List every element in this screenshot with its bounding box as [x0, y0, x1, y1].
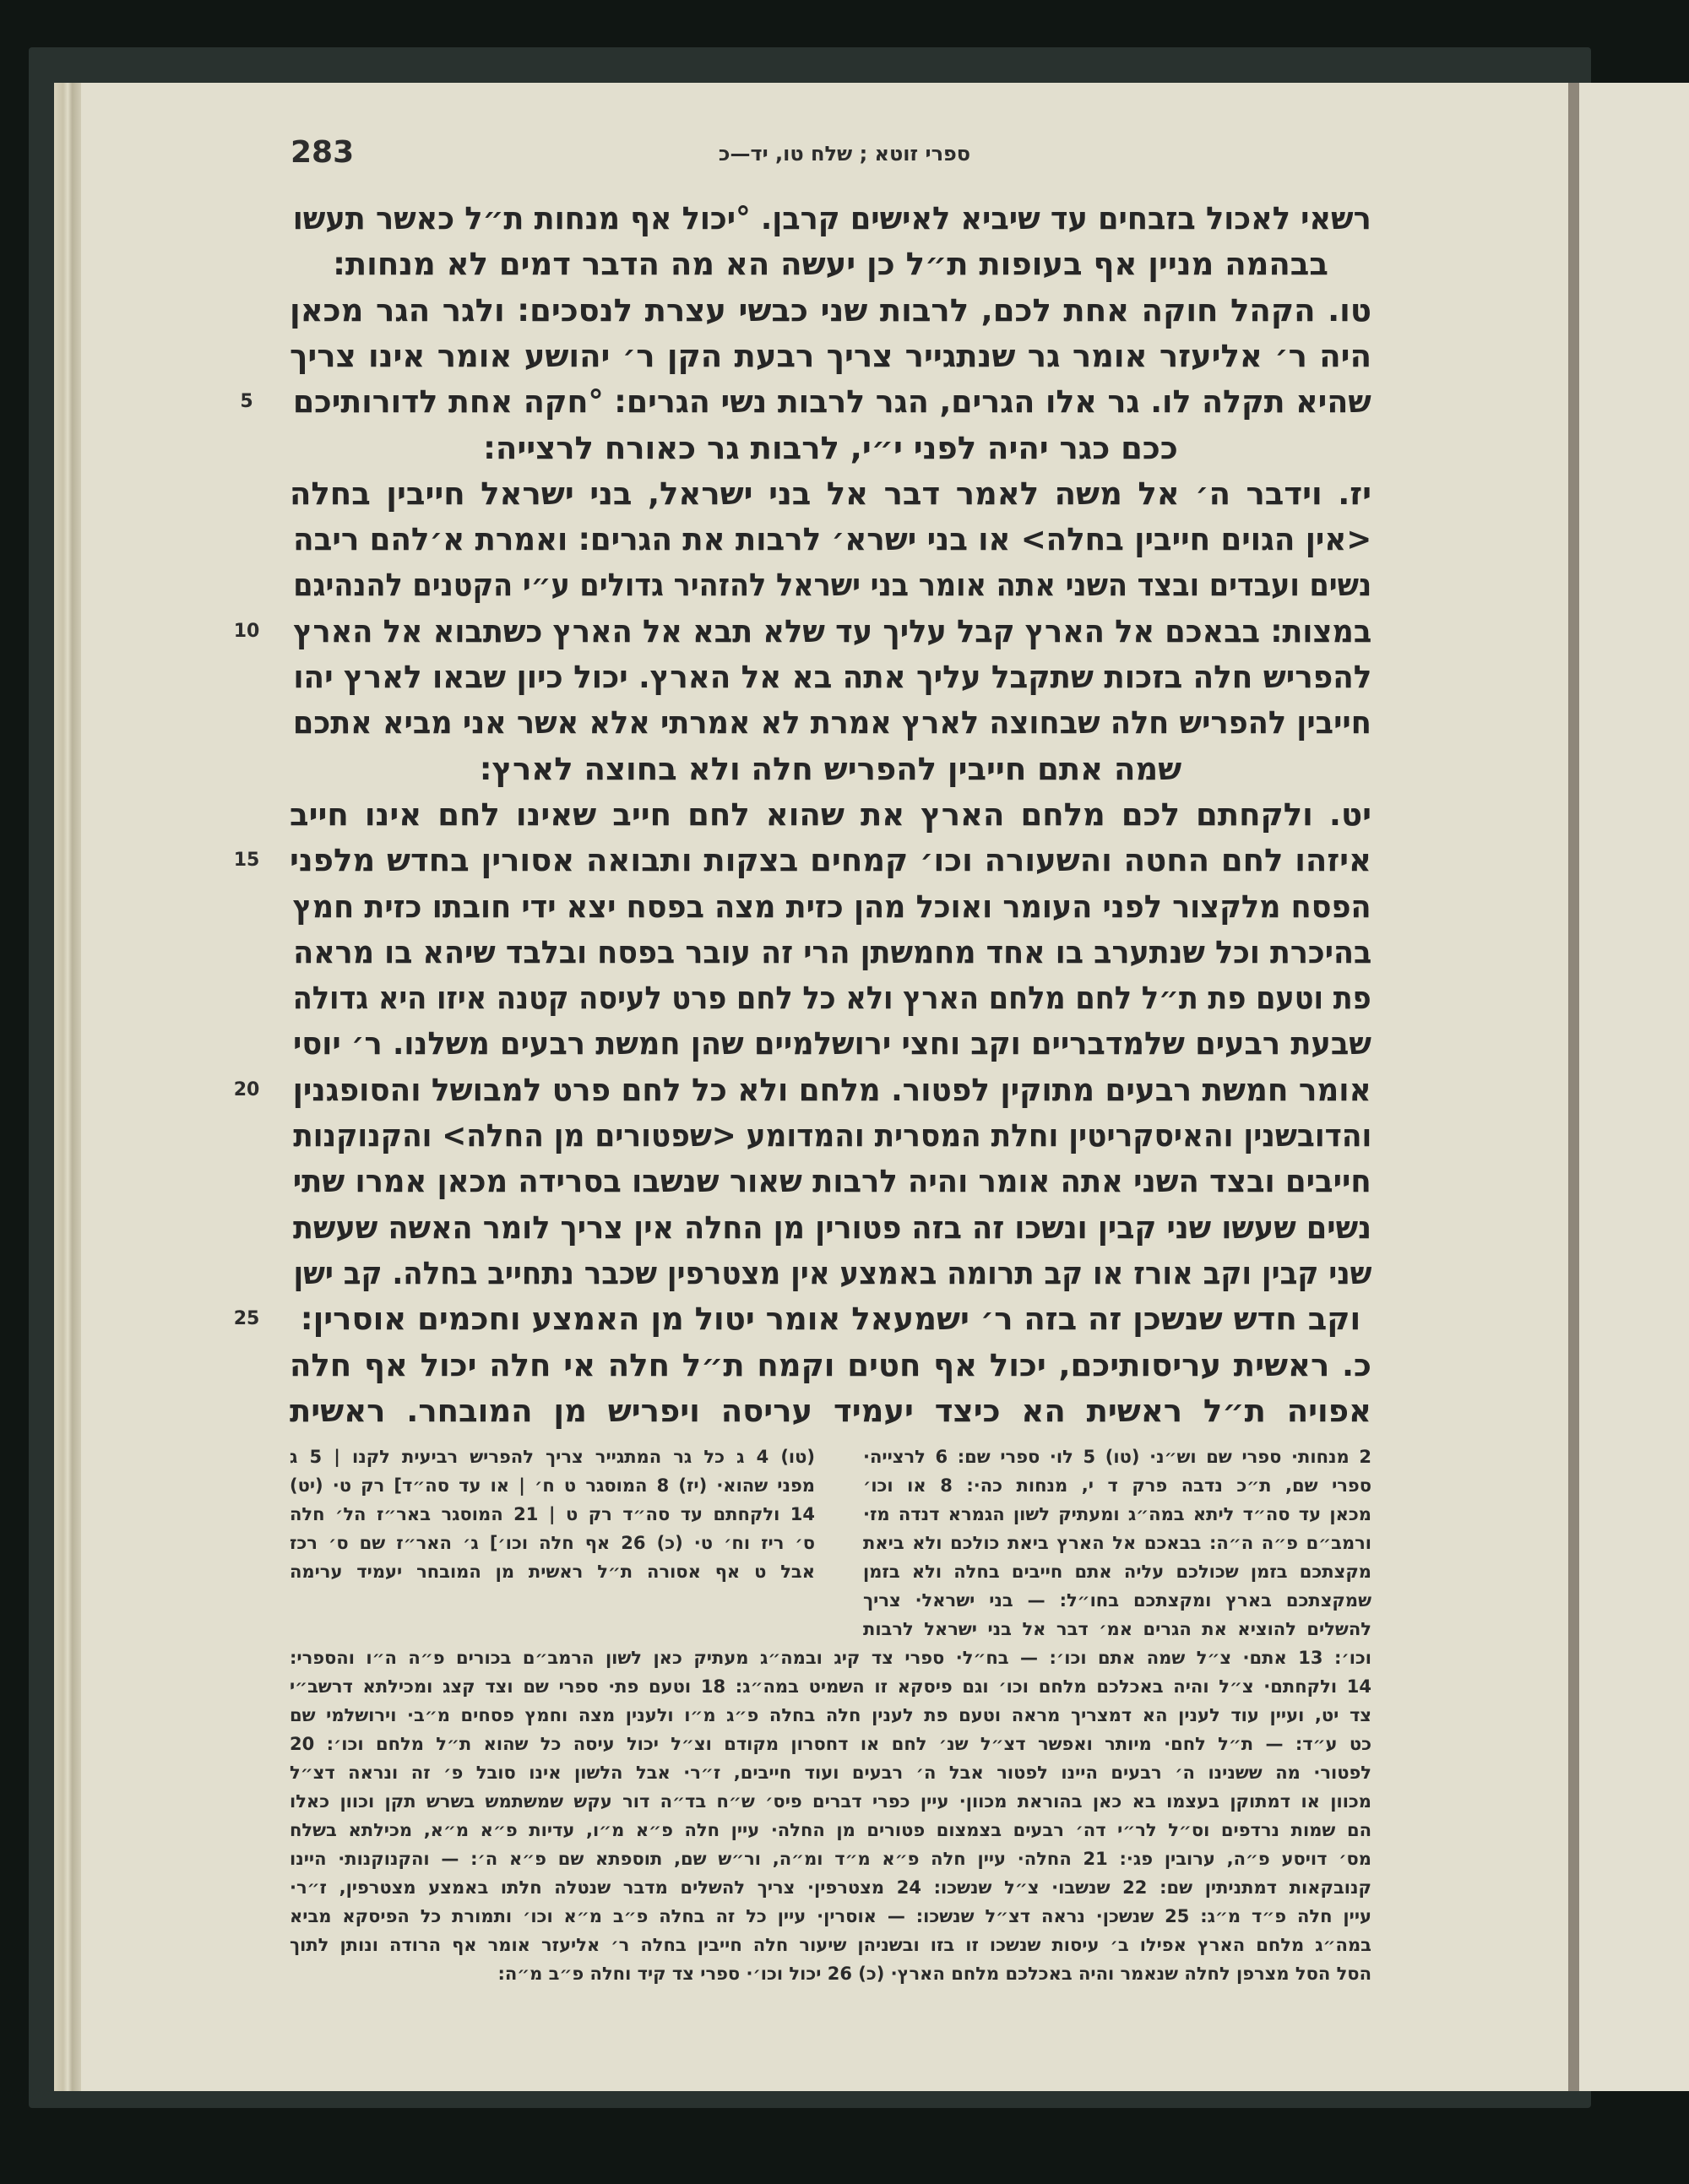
page-gutter	[1568, 83, 1579, 2091]
main-text-line: להפריש חלה בזכות שתקבל עליך אתה בא אל הארץ. יכול כיון שבאו לארץ יהו	[293, 659, 1372, 695]
main-text-line: פת וטעם פת ת״ל לחם מלחם הארץ ולא כל לחם פרט לעיסה קטנה איזו היא גדולה	[293, 980, 1371, 1017]
footnote-right-line: 2 מנחות· ספרי שם וש״נ· (טו) 5 לו· ספרי שם: 6 לרצייה·	[863, 1447, 1371, 1467]
main-text-line: היה ר׳ אליעזר אומר גר שנתגייר צריך רבעת הקן ר׳ יהושע אומר אינו צריך	[290, 337, 1371, 374]
line-number: 15	[233, 850, 260, 872]
footnote-left-line: (טו) 4 ג כל גר המתגייר צריך להפריש רביעית לקנו | 5 ג	[290, 1447, 815, 1467]
main-text-line: אומר חמשת רבעים מתוקין לפטור. מלחם ולא כל לחם פרט למבושל והסופגנין	[293, 1071, 1372, 1108]
page-number: 283	[291, 135, 355, 170]
line-number: 5	[240, 391, 253, 413]
main-text-line: <אין הגוים חייבין בחלה> או בני ישרא׳ לרבות את הגרים: ואמרת א׳להם ריבה	[293, 521, 1372, 558]
footnote-left-line: 14 ולקחתם עד סה״ד רק ט | 21 המוסגר באר״ז הל׳ חלה	[290, 1504, 815, 1524]
main-text-line: נשים ועבדים ובצד השני אתה אומר בני ישראל להזהיר גדולים ע״י הקטנים להנהיגם	[292, 567, 1371, 604]
footnote-line: צד יט, ועיין עוד לענין הא דמצריך מראה וטעם פת לענין חלה בחלה פ״ג מ״ו ולענין מצה וחמץ פסחים מ״ב· וירושלמי שם	[290, 1705, 1371, 1725]
footnote-right-line: מכאן עד סה״ד ליתא במה״ג ומעתיק לשון הגמרא דנדה מז·	[863, 1504, 1371, 1524]
footnote-line: עיין חלה פ״ד מ״ג: 25 שנשכן· נראה דצ״ל שנשכו: — אוסרין· עיין כל זה בחלה פ״ב מ״א וכו׳ ותמורת כל הפיסקא מביא	[290, 1906, 1371, 1926]
footnote-left-line: ס׳ ריז וח׳ ט· (כ) 26 אף חלה וכו׳] ג׳ האר״ז שם ס׳ רכז	[290, 1533, 816, 1553]
main-text-line: במצות: בבאכם אל הארץ קבל עליך עד שלא תבא אל הארץ כשתבוא אל הארץ	[293, 612, 1372, 649]
main-text-line: יז. וידבר ה׳ אל משה לאמר דבר אל בני ישראל, בני ישראל חייבין בחלה	[290, 475, 1371, 512]
next-page-edge	[1579, 83, 1689, 2091]
footnote-line: קנובקאות דמתניתין שם: 22 שנשבו· צ״ל שנשכו: 24 מצטרפין· צריך להשלים מדבר שנטלה חלתו באמצע מצטרפין, ז״ר·	[290, 1877, 1371, 1898]
main-text-line: איזהו לחם החטה והשעורה וכו׳ קמחים בצקות ותבואה אסורין בחדש מלפני	[290, 842, 1371, 879]
main-text-line: שהיא תקלה לו. גר אלו הגרים, הגר לרבות נשי הגרים: °חקה אחת לדורותיכם	[293, 383, 1371, 421]
main-text-line: וקב חדש שנשכן זה בזה ר׳ ישמעאל אומר יטול מן האמצע וחכמים אוסרין:	[300, 1301, 1361, 1338]
main-text-line: חייבים ובצד השני אתה אומר והיה לרבות שאור שנשבו בסרידה מכאן אמרו שתי	[293, 1163, 1372, 1200]
main-text-line: שני קבין וקב אורז או קב תרומה באמצע אין מצטרפין שכבר נתחייב בחלה. קב ישן	[293, 1254, 1372, 1291]
footnote-line: לפטור· מה ששנינו ה׳ רבעים היינו לפטור אבל ה׳ רבעים ועוד חייבים, ז״ר· אבל הלשון אינו סובל פ׳ זה ונראה דצ״ל	[290, 1763, 1371, 1783]
footnote-line: מס׳ דויסע פ״ה, ערובין פג·: 21 החלה· עיין חלה פ״א מ״ד ומ״ה, ור״ש שם, תוספתא שם פ״א ה׳: — והקנוקנות· היינו	[290, 1849, 1372, 1869]
line-number: 25	[233, 1308, 260, 1330]
footnote-line: הם שמות נרדפים וס״ל לר״י דה׳ רבעים בצמצום פטורים מן החלה· עיין חלה פ״א מ״ו, עדיות פ״א מ״א, מכילתא בשלח	[290, 1820, 1371, 1840]
footnote-right-line: שמקצתכם בארץ ומקצתכם בחו״ל: — בני ישראל· צריך	[863, 1590, 1371, 1611]
footnote-right-line: להשלים להוציא את הגרים אמ׳ דבר אל בני ישראל לרבות	[863, 1619, 1371, 1639]
footnote-left-line: מפני שהוא· (יז) 8 המוסגר ט ח׳ | או עד סה״ד] רק ט· (יט)	[290, 1475, 815, 1496]
line-number: 10	[233, 620, 260, 642]
footnote-line: במה״ג מלחם הארץ אפילו ב׳ עיסות שנשכו זו בזו ובשניהן שיעור חלה חייבין בחלה ר׳ אליעזר אומר אף הרודה ונותן לתוך	[290, 1935, 1371, 1955]
main-text-line: כ. ראשית עריסותיכם, יכול אף חטים וקמח ת״ל חלה אי חלה יכול אף חלה	[290, 1346, 1371, 1383]
footnote-line: הסל הסל מצרפן לחלה שנאמר והיה באכלכם מלחם הארץ· (כ) 26 יכול וכו׳· ספרי צד קיד וחלה פ״ב מ״ה:	[497, 1964, 1371, 1984]
main-text-line: נשים שעשו שני קבין ונשכו זה בזה פטורין מן החלה אין צריך לומר האשה שעשת	[293, 1209, 1371, 1246]
main-text-line: אפויה ת״ל ראשית הא כיצד יעמיד עריסה ויפריש מן המובחר. ראשית	[290, 1392, 1371, 1429]
footnote-right-line: ספרי שם, ת״כ נדבה פרק ד י, מנחות כה·: 8 או וכו׳	[863, 1475, 1371, 1496]
footnote-line: מכוון או דמתוקן בעצמו בא כאן בהוראת מכוון· עיין כפרי דברים פיס׳ ש״ח בד״ה דור עקש שמשתמש בשרש תקן וכוון כאלו	[290, 1791, 1371, 1812]
main-text-line: טו. הקהל חוקה אחת לכם, לרבות שני כבשי עצרת לנסכים: ולגר הגר מכאן	[290, 291, 1371, 329]
main-text-line: בבהמה מניין אף בעופות ת״ל כן יעשה הא מה הדבר דמים לא מנחות:	[333, 246, 1328, 283]
footnote-line: כט ע״ד: — ת״ל לחם· מיותר ואפשר דצ״ל שנ׳ לחם או דחסרון מקודם וצ״ל יכול עיסה כל שהוא ת״ל מלחם וכו׳: 20	[290, 1734, 1371, 1754]
main-text-line: ככם כגר יהיה לפני י״י, לרבות גר כאורח לרצייה:	[483, 429, 1178, 466]
footnote-right-line: מקצתכם בזמן שכולכם עליה אתם חייבים בחלה ולא בזמן	[863, 1562, 1371, 1582]
footnote-line: 14 ולקחתם· צ״ל והיה באכלכם מלחם וכו׳ וגם פיסקא זו השמיט במה״ג: 18 וטעם פת· ספרי שם וצד קצג ומכילתא דרשב״י	[290, 1676, 1371, 1697]
footnote-left-line: אבל ט אף אסורה ת״ל ראשית מן המובחר יעמיד ערימה	[290, 1562, 815, 1582]
page-edges	[54, 83, 84, 2091]
main-text-line: והדובשנין והאיסקריטין וחלת המסרית והמדומע <שפטורים מן החלה> והקנוקנות	[292, 1117, 1372, 1154]
main-text-line: יט. ולקחתם לכם מלחם הארץ את שהוא לחם חייב שאינו לחם אינו חייב	[290, 796, 1371, 833]
main-text-line: בהיכרת וכל שנתערב בו אחד מחמשתן הרי זה עובר בפסח ובלבד שיהא בו מראה	[293, 933, 1372, 970]
main-text-line: שמה אתם חייבין להפריש חלה ולא בחוצה לארץ:	[479, 750, 1182, 787]
running-head: ספרי זוטא ; שלח טו, יד—כ	[718, 142, 971, 166]
main-text-line: שבעת רבעים שלמדבריים וקב וחצי ירושלמיים שהן חמשת רבעים משלנו. ר׳ יוסי	[292, 1025, 1371, 1062]
main-text-line: הפסח מלקצור לפני העומר ואוכל מהן כזית מצה בפסח יצא ידי חובתו כזית חמץ	[292, 888, 1371, 925]
footnote-right-line: ורמב״ם פ״ה ה״ה: בבאכם אל הארץ ביאת כולכם ולא ביאת	[863, 1533, 1371, 1553]
main-text-line: חייבין להפריש חלה שבחוצה לארץ אמרת לא אמרתי אלא אשר אני מביא אתכם	[293, 704, 1371, 742]
line-number: 20	[233, 1078, 260, 1100]
footnote-line: וכו׳: 13 אתם· צ״ל שמה אתם וכו׳: — בח״ל· ספרי צד קיג ובמה״ג מעתיק כאן לשון הרמב״ם בכורים פ״ה ה״ו והספרי:	[290, 1648, 1371, 1668]
main-text-line: רשאי לאכול בזבחים עד שיביא לאישים קרבן. °יכול אף מנחות ת״ל כאשר תעשו	[293, 200, 1371, 236]
